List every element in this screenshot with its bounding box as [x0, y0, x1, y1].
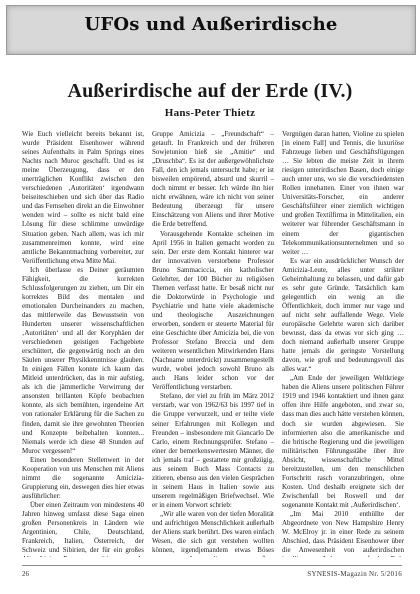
paragraph: Vorausgehende Kontakte scheinen im April 1956 in Italien gemacht worden zu sein. Der erste dem Kontakt hinterer war der innovativen verstorbene Professor Bruno Sammaciccia, ein katholischer Gelehrter, der 100 Bücher zu religiösen Themen verfasst hatte. Er besaß nicht nur die Doktorwürde in Psychologie und Psychiatrie und hatte viele akademische und theologische Auszeichnungen erworben, sondern er steuerte Material für eine Geschichte über Amicizia bei, die von Professor Stefano Breccia und dem weiteren wesentlichen Mitwirkenden Hans (Nachname unterdrückt) zusammengestellt wurde, wobei jedoch sowohl Bruno als auch Hans leider schon vor der Veröffentlichung verstarben. — [152, 229, 274, 392]
page-number: 26 — [22, 570, 29, 578]
text-column-1 — [22, 130, 144, 557]
article-title: Außerirdische auf der Erde (IV.) — [67, 80, 353, 102]
paragraph: „Im Mai 2010 enthüllte der Abgeordnete von New Hampshire Henry W. McElroy jr. in einer Rede zu seinem Abschied, dass Präsident Eisenhower über die Anwesenheit von außerirdischen — [282, 509, 404, 555]
text-column-3 — [282, 130, 404, 557]
paragraph: „Am Ende der jeweiligen Weltkriege haben die Aliens unsere politischen Führer 1919 und 1946 kontaktiert und ihnen ganz offen ihre Hilfe angeboten, und zwar so, dass man dies auch hätte verstehen können, doch sie wurden abgewiesen. Sie informierten also die amerikanische und die britische Regierung und die jeweiligen militärischen Führungsstäbe über ihre Absicht, wissenschaftliche Mittel bereitzustellen, um den menschlichen Fortschritt rasch voranzubringen, ohne Kosten. Und deshalb ereignete sich der Zwischenfall bei Roswell und der sogenannte Kontakt mit ‚Außerirdischen‘. — [282, 374, 404, 509]
article-body — [22, 130, 404, 557]
article-author: Hans-Peter Thietz — [164, 107, 256, 119]
paragraph: „Wir alle waren von der tiefen Moralität und aufrichtigen Menschlichkeit außerhalb der Aliens stark berührt. Des waren einfach Wesen, die sich gut verstehen wollten können, irgendjemandem etwas Böses — [152, 509, 274, 555]
magazine-issue: SYNESIS-Magazin Nr. 5/2016 — [307, 570, 402, 578]
page-footer — [22, 565, 402, 578]
paragraph: Über einen Zeitraum von mindestens 40 Jahren hinweg umfasst diese Saga einen großen Personenkreis in Ländern wie Argentinien, Chile, Deutschland, Frankreich, Italien, Österreich, der Schweiz und Sibirien, der für ein großes — [22, 500, 144, 555]
section-header-band — [6, 5, 416, 55]
paragraph: Es war ein ausdrücklicher Wunsch der Amicizia-Leute, alles unter strikter Geheimhaltung zu belassen, und dafür gab es sehr gute Gründe. Tatsächlich kam gelegentlich ein wenig an die Öffentlichkeit, doch immer nur vage und auf nicht sehr auffallende Wege. Viele europäische Gelehrte waren sich darüber bewusst, dass da etwas vor sich ging … doch niemand außerhalb unserer Gruppe hatte jemals die geringste Vorstellung davon, wie groß und bedeutungsvoll das alles war.“ — [282, 256, 404, 374]
paragraph: Ich überlasse es Deiner geräumten Fähigkeit, die korrekten Schlussfolgerungen zu ziehen, um Dir ein korrektes Bild des mentalen und emotionalen Durcheinanders zu machen, das mittlerweile das Bewusstsein von Hunderten unserer wissenschaftlichen ‚Autoritäten‘ und all der Koryphäen der verschiedenen geistigen Fachgebiete erschüttert, die gegenwärtig noch an den Säulen unserer Physikkenntnisse glauben. In einigen Fällen konnte ich kaum das Mitleid unterdrücken, das in mir aufstieg, als ich die jämmerliche Verwirrung der ansonsten brillanten Köpfe beobachten konnte, als sich bemühten, irgendeine Art von rationaler Erklärung für die Sachen zu finden, damit sie ihre gewohnten Theorien und Konzepte beibehalten konnten... Niemals werde ich diese 48 Stunden auf Muroc vergessen!“ — [22, 265, 144, 455]
text-column-2 — [152, 130, 274, 557]
paragraph: Wie Euch vielleicht bereits bekannt ist, wurde Präsident Eisenhower während seines Aufenthalts in Palm Springs eines Nachts nach Muroc geschafft. Und es ist meine Überzeugung, dass er den unerträglichen Konflikt zwischen den verschiedenen ‚Autoritäten‘ irgendwann beiseiteschieben und sich über das Radio und das Fernsehen direkt an die Einwohner wenden wird – sollte es nicht bald eine Lösung für diese schlimme unwürdige Situation geben. Nach allem, was ich mir zusammenreimen konnte, wird eine amtliche Bekanntmachung vorbereitet, zur Veröffentlichung etwa Mitte Mai. — [22, 130, 144, 265]
section-title: UFOs und Außerirdische — [84, 14, 338, 35]
paragraph: Vergnügen daran hatten, Violine zu spielen [in einem Fall] und Tennis, die luxuriöse Fahrzeuge lieben und Geschäftsfügungen … Sie lebten die meiste Zeit in ihrem riesigen unterirdischen Basen, doch einige auch unter uns, wo sie die verschiedensten Rollen innehatten. Einer von ihnen war Universitäts-Forscher, ein anderer Geschäftsführer einer ziemlich wichtigen und großen Textilfirma in Mittelitalien, ein weiterer war führender Geschäftsmann in einem der gigantischen Telekommunikationsunternehmen und so weiter … — [282, 130, 404, 256]
paragraph: Einen besonderen Stellenwert in der Kooperation von uns Menschen mit Aliens nimmt die sogenannte Amicizia-Gruppierung ein, deswegen dies hier etwas ausführlicher: — [22, 455, 144, 500]
paragraph: Gruppe Amicizia – „Freundschaft“ – getauft. In Frankreich und der früheren Sowjetunion hieß sie „Amitie“ und „Druschba“. Es ist der außergewöhnlichste Fall, den ich jemals untersucht habe; er ist bisweilen empörend, absurd und skurril – doch nimmt er besser. Ich würde ihn hier nicht erwähnen, wäre ich nicht von seiner Bedeutung überzeugt für unsere Einschätzung von Aliens und ihrer Motive die Erde betreffend. — [152, 130, 274, 229]
paragraph: Stefano, der viel zu früh im März 2012 verstarb, war von 1962/63 bis 1997 tief in die Gruppe verwurzelt, und er teilte viele seiner Erfahrungen mit Kollegen und Freunden – insbesondere mit Giancarlo De Carlo, einem Rechnungsprüfer. Stefano – einer der bemerkenswertesten Männer, die ich jemals traf – gestattete mir großzügig, aus seinem Buch Mass Contacts zu zitieren, ebenso aus den vielen Gesprächen in seinem Haus in Italien sowie aus unserem regelmäßigen Briefwechsel. Wie er in einem Vorwort schrieb: — [152, 392, 274, 509]
